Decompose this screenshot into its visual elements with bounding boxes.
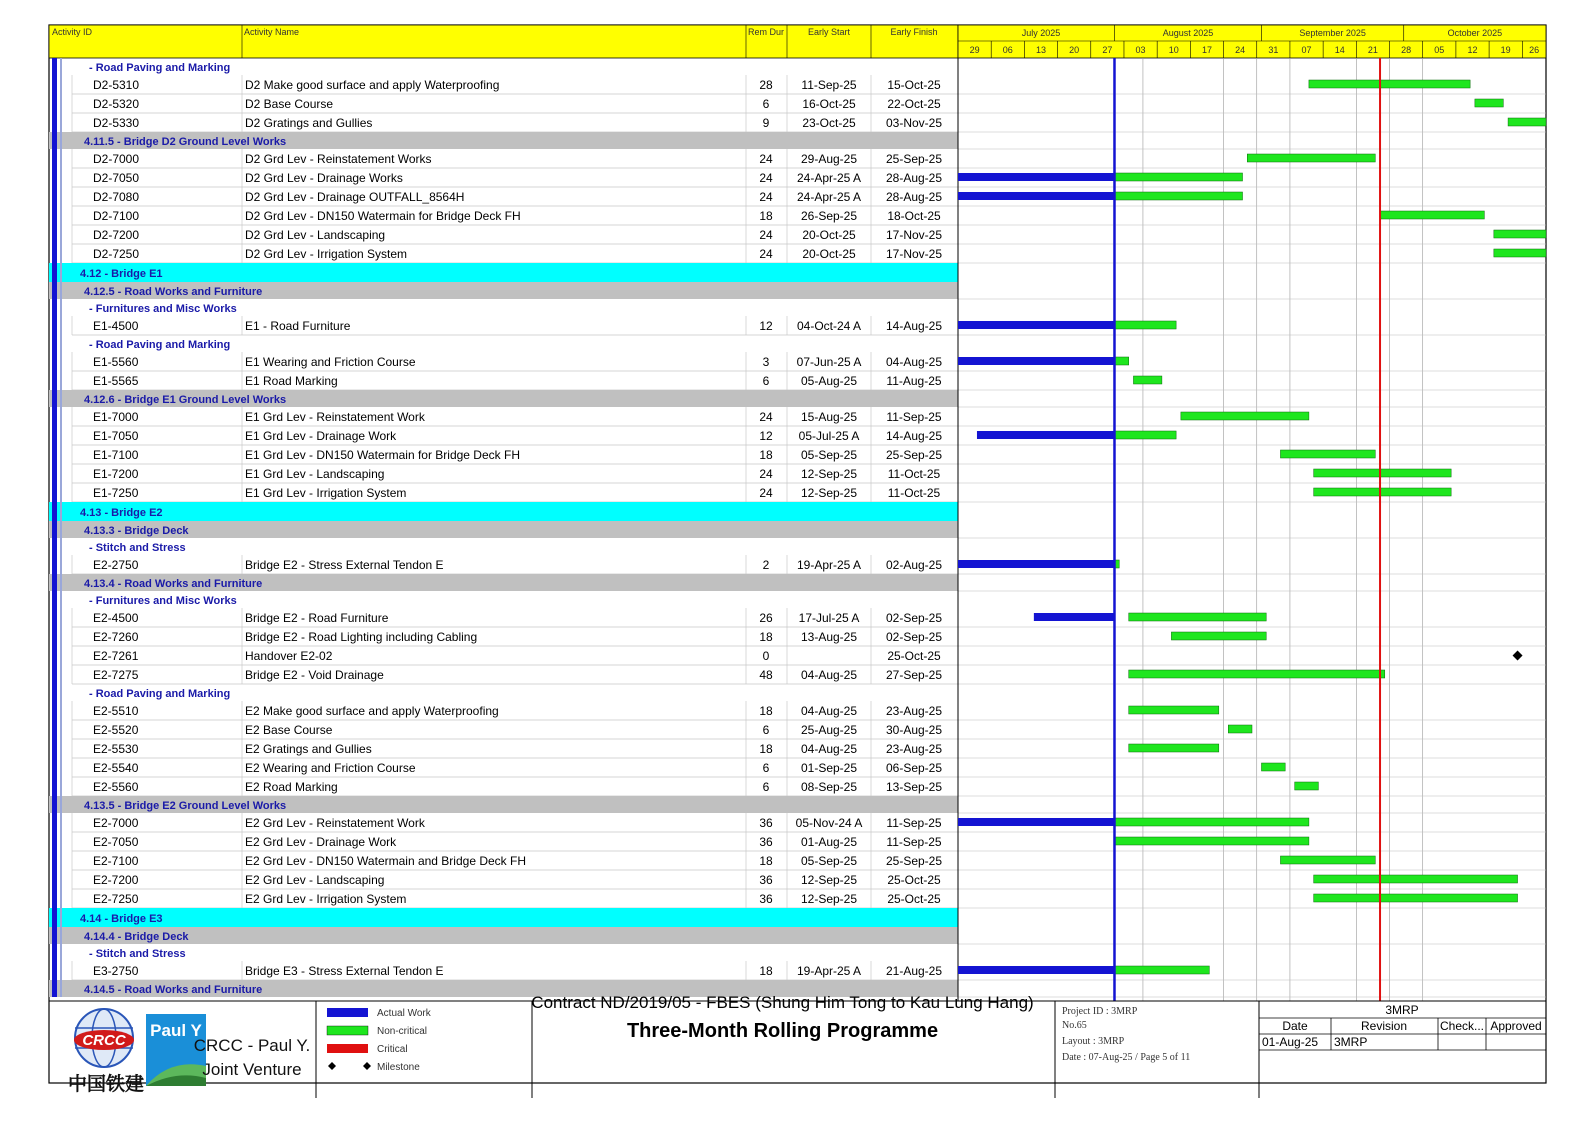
- early-finish: 21-Aug-25: [885, 964, 943, 978]
- remaining-duration: 24: [759, 152, 773, 166]
- week-label: 29: [969, 45, 980, 55]
- week-label: 06: [1002, 45, 1013, 55]
- legend-milestone-label: Milestone: [377, 1062, 420, 1073]
- activity-name: E1 - Road Furniture: [245, 319, 351, 333]
- early-start: 04-Aug-25: [800, 704, 858, 718]
- early-start: 05-Nov-24 A: [795, 816, 863, 830]
- week-label: 19: [1500, 45, 1511, 55]
- week-label: 12: [1467, 45, 1478, 55]
- early-finish: 30-Aug-25: [885, 723, 943, 737]
- rev-header-approved: Approved: [1490, 1019, 1542, 1033]
- activity-id: E2-7000: [93, 816, 139, 830]
- early-finish: 28-Aug-25: [885, 171, 943, 185]
- activity-id: E2-7275: [93, 668, 139, 682]
- early-finish: 03-Nov-25: [885, 116, 943, 130]
- remaining-duration: 0: [762, 649, 770, 663]
- gantt-bars: [958, 58, 1546, 1001]
- early-start: 05-Aug-25: [800, 374, 858, 388]
- early-finish: 25-Sep-25: [885, 854, 943, 868]
- wbs-label: 4.14 - Bridge E3: [80, 913, 163, 925]
- crcc-logo-chinese: 中国铁建: [67, 1074, 145, 1095]
- activity-id: E2-7260: [93, 630, 139, 644]
- early-finish: 28-Aug-25: [885, 190, 943, 204]
- legend-milestone-diamond-left: [328, 1062, 336, 1070]
- actual-work-bar: [958, 192, 1114, 200]
- early-finish: 17-Nov-25: [885, 228, 943, 242]
- noncritical-bar: [1129, 706, 1219, 714]
- activity-id: E1-7000: [93, 410, 139, 424]
- early-finish: 27-Sep-25: [885, 668, 943, 682]
- early-start: 20-Oct-25: [802, 228, 856, 242]
- remaining-duration: 6: [762, 374, 770, 388]
- remaining-duration: 24: [759, 247, 773, 261]
- header-activity-id: Activity ID: [52, 27, 93, 37]
- early-finish: 11-Sep-25: [886, 835, 942, 849]
- activity-name: E2 Grd Lev - Irrigation System: [245, 892, 407, 906]
- activity-name: Bridge E2 - Road Lighting including Cabling: [245, 630, 478, 644]
- activity-id: E1-7200: [93, 467, 139, 481]
- early-finish: 11-Sep-25: [886, 410, 942, 424]
- early-finish: 25-Sep-25: [885, 448, 943, 462]
- project-id: Project ID : 3MRP: [1062, 1006, 1138, 1017]
- wbs-label: 4.13 - Bridge E2: [80, 507, 163, 519]
- activity-name: D2 Make good surface and apply Waterproofing: [245, 78, 500, 92]
- activity-name: E2 Base Course: [245, 723, 333, 737]
- header-early-start: Early Start: [807, 27, 851, 37]
- activity-name: E2 Grd Lev - Landscaping: [245, 873, 385, 887]
- actual-work-bar: [958, 357, 1114, 365]
- remaining-duration: 2: [762, 558, 770, 572]
- wbs-label: 4.11.5 - Bridge D2 Ground Level Works: [84, 136, 287, 148]
- wbs-band-level1: [49, 502, 958, 521]
- remaining-duration: 24: [759, 467, 773, 481]
- early-start: 04-Aug-25: [800, 742, 858, 756]
- noncritical-bar: [1309, 80, 1470, 88]
- wbs-label: 4.12.6 - Bridge E1 Ground Level Works: [84, 394, 287, 406]
- remaining-duration: 48: [759, 668, 773, 682]
- early-finish: 04-Aug-25: [885, 355, 943, 369]
- remaining-duration: 6: [762, 780, 770, 794]
- activity-id: E2-7100: [93, 854, 139, 868]
- legend-noncritical-swatch: [327, 1026, 368, 1035]
- activity-name: E2 Grd Lev - DN150 Watermain and Bridge Deck FH: [245, 854, 526, 868]
- noncritical-bar: [1129, 744, 1219, 752]
- subgroup-label: - Road Paving and Marking: [89, 339, 231, 351]
- subgroup-label: - Road Paving and Marking: [89, 62, 231, 74]
- week-label: 28: [1401, 45, 1412, 55]
- activity-name: D2 Grd Lev - Drainage OUTFALL_8564H: [245, 190, 465, 204]
- week-label: 10: [1168, 45, 1179, 55]
- activity-id: D2-7200: [93, 228, 140, 242]
- early-start: 12-Sep-25: [800, 873, 858, 887]
- activity-id: E2-5540: [93, 761, 139, 775]
- remaining-duration: 36: [759, 892, 773, 906]
- actual-work-bar: [958, 560, 1114, 568]
- rev-header-date: Date: [1282, 1019, 1308, 1033]
- remaining-duration: 12: [759, 319, 773, 333]
- month-label: October 2025: [1447, 28, 1503, 38]
- early-finish: 25-Sep-25: [885, 152, 943, 166]
- activity-id: E2-7261: [93, 649, 139, 663]
- activity-name: E2 Grd Lev - Drainage Work: [245, 835, 397, 849]
- noncritical-bar: [1494, 249, 1546, 257]
- early-start: 15-Aug-25: [800, 410, 858, 424]
- activity-id: E2-7200: [93, 873, 139, 887]
- noncritical-bar: [1129, 670, 1385, 678]
- activity-name: D2 Grd Lev - DN150 Watermain for Bridge Deck FH: [245, 209, 521, 223]
- remaining-duration: 36: [759, 835, 773, 849]
- subgroup-label: - Road Paving and Marking: [89, 688, 231, 700]
- remaining-duration: 6: [762, 97, 770, 111]
- month-label: September 2025: [1299, 28, 1366, 38]
- activity-name: E2 Gratings and Gullies: [245, 742, 372, 756]
- early-start: 05-Jul-25 A: [798, 429, 860, 443]
- early-finish: 11-Oct-25: [887, 486, 941, 500]
- week-label: 21: [1367, 45, 1378, 55]
- rev-row-revision: 3MRP: [1334, 1035, 1368, 1049]
- early-start: 04-Oct-24 A: [796, 319, 862, 333]
- activity-id: D2-5310: [93, 78, 140, 92]
- actual-work-bar: [977, 431, 1115, 439]
- noncritical-bar: [1114, 192, 1242, 200]
- remaining-duration: 24: [759, 410, 773, 424]
- activity-id: E2-7050: [93, 835, 139, 849]
- activity-name: Bridge E2 - Road Furniture: [245, 611, 389, 625]
- activity-name: D2 Base Course: [245, 97, 334, 111]
- activity-id: E2-5530: [93, 742, 139, 756]
- noncritical-bar: [1314, 875, 1518, 883]
- early-start: 12-Sep-25: [800, 467, 858, 481]
- noncritical-bar: [1295, 782, 1319, 790]
- early-finish: 02-Sep-25: [885, 630, 943, 644]
- week-label: 27: [1102, 45, 1113, 55]
- early-start: 12-Sep-25: [800, 892, 858, 906]
- noncritical-bar: [1475, 99, 1503, 107]
- remaining-duration: 26: [759, 611, 773, 625]
- early-finish: 22-Oct-25: [887, 97, 941, 111]
- early-finish: 25-Oct-25: [887, 892, 941, 906]
- remaining-duration: 28: [759, 78, 773, 92]
- noncritical-bar: [1314, 894, 1518, 902]
- remaining-duration: 18: [759, 630, 773, 644]
- activity-id: D2-7050: [93, 171, 140, 185]
- wbs-label: 4.12.5 - Road Works and Furniture: [84, 286, 263, 298]
- remaining-duration: 24: [759, 190, 773, 204]
- week-label: 03: [1135, 45, 1146, 55]
- early-start: 23-Oct-25: [802, 116, 856, 130]
- early-finish: 23-Aug-25: [885, 704, 943, 718]
- layout-name: Layout : 3MRP: [1062, 1036, 1125, 1047]
- early-finish: 14-Aug-25: [885, 319, 943, 333]
- wbs-label: 4.14.5 - Road Works and Furniture: [84, 984, 263, 996]
- noncritical-bar: [1261, 763, 1285, 771]
- early-start: 05-Sep-25: [800, 448, 858, 462]
- rev-row-date: 01-Aug-25: [1262, 1035, 1319, 1049]
- remaining-duration: 36: [759, 873, 773, 887]
- remaining-duration: 18: [759, 704, 773, 718]
- month-label: August 2025: [1162, 28, 1214, 38]
- activity-id: E2-4500: [93, 611, 139, 625]
- noncritical-bar: [1129, 613, 1267, 621]
- early-start: 25-Aug-25: [800, 723, 858, 737]
- noncritical-bar: [1181, 412, 1309, 420]
- revision-title: 3MRP: [1385, 1003, 1419, 1017]
- remaining-duration: 18: [759, 854, 773, 868]
- noncritical-bar: [1314, 488, 1452, 496]
- remaining-duration: 24: [759, 486, 773, 500]
- early-start: 17-Jul-25 A: [798, 611, 860, 625]
- activity-id: E3-2750: [93, 964, 139, 978]
- early-start: 29-Aug-25: [800, 152, 858, 166]
- legend-actual-swatch: [327, 1008, 368, 1017]
- remaining-duration: 36: [759, 816, 773, 830]
- activity-name: E2 Grd Lev - Reinstatement Work: [245, 816, 425, 830]
- activity-id: E1-5560: [93, 355, 139, 369]
- noncritical-bar: [1314, 469, 1452, 477]
- header-early-finish: Early Finish: [890, 27, 938, 37]
- week-label: 31: [1268, 45, 1279, 55]
- activity-id: E1-7250: [93, 486, 139, 500]
- pauly-logo-text: Paul Y: [150, 1021, 202, 1040]
- remaining-duration: 6: [762, 723, 770, 737]
- early-start: 04-Aug-25: [800, 668, 858, 682]
- activity-name: E2 Make good surface and apply Waterproofing: [245, 704, 499, 718]
- noncritical-bar: [1114, 321, 1176, 329]
- activity-id: E2-7250: [93, 892, 139, 906]
- activity-name: E1 Grd Lev - Reinstatement Work: [245, 410, 425, 424]
- legend-actual-label: Actual Work: [377, 1008, 431, 1019]
- activity-id: E1-5565: [93, 374, 139, 388]
- activity-id: E2-5510: [93, 704, 139, 718]
- early-finish: 06-Sep-25: [885, 761, 943, 775]
- early-start: 01-Sep-25: [800, 761, 858, 775]
- remaining-duration: 9: [762, 116, 770, 130]
- crcc-logo-text: CRCC: [82, 1032, 126, 1049]
- noncritical-bar: [1114, 431, 1176, 439]
- crcc-logo: [68, 1009, 144, 1095]
- early-finish: 23-Aug-25: [885, 742, 943, 756]
- noncritical-bar: [1280, 450, 1375, 458]
- legend-critical-label: Critical: [377, 1044, 408, 1055]
- remaining-duration: 18: [759, 964, 773, 978]
- early-start: 20-Oct-25: [802, 247, 856, 261]
- early-start: 01-Aug-25: [800, 835, 858, 849]
- remaining-duration: 24: [759, 171, 773, 185]
- activity-id: D2-7100: [93, 209, 140, 223]
- week-label: 07: [1301, 45, 1312, 55]
- activity-name: Bridge E3 - Stress External Tendon E: [245, 964, 444, 978]
- company-name-2: Joint Venture: [202, 1060, 302, 1079]
- noncritical-bar: [1114, 357, 1128, 365]
- legend-critical-swatch: [327, 1044, 368, 1053]
- noncritical-bar: [1114, 173, 1242, 181]
- remaining-duration: 24: [759, 228, 773, 242]
- early-finish: 14-Aug-25: [885, 429, 943, 443]
- week-label: 26: [1529, 45, 1540, 55]
- programme-title: Three-Month Rolling Programme: [626, 1020, 939, 1042]
- week-label: 17: [1201, 45, 1212, 55]
- wbs-margin-strip-inner: [60, 58, 62, 997]
- activity-name: D2 Grd Lev - Reinstatement Works: [245, 152, 432, 166]
- activity-name: Bridge E2 - Void Drainage: [245, 668, 384, 682]
- activity-id: E2-5560: [93, 780, 139, 794]
- project-number: No.65: [1062, 1020, 1087, 1031]
- date-page: Date : 07-Aug-25 / Page 5 of 11: [1062, 1052, 1191, 1063]
- activity-id: D2-7250: [93, 247, 140, 261]
- wbs-band-level1: [49, 908, 958, 927]
- actual-work-bar: [958, 321, 1114, 329]
- early-finish: 25-Oct-25: [887, 873, 941, 887]
- early-start: 26-Sep-25: [800, 209, 858, 223]
- remaining-duration: 18: [759, 448, 773, 462]
- early-start: 08-Sep-25: [800, 780, 858, 794]
- rev-header-revision: Revision: [1360, 1019, 1408, 1033]
- early-start: 13-Aug-25: [800, 630, 858, 644]
- actual-work-bar: [1034, 613, 1115, 621]
- subgroup-label: - Stitch and Stress: [89, 948, 186, 960]
- early-finish: 25-Oct-25: [887, 649, 941, 663]
- early-start: 11-Sep-25: [801, 78, 857, 92]
- activity-name: D2 Grd Lev - Drainage Works: [245, 171, 403, 185]
- legend-noncritical-label: Non-critical: [377, 1026, 428, 1037]
- noncritical-bar: [1228, 725, 1252, 733]
- actual-work-bar: [958, 173, 1114, 181]
- activity-name: E1 Grd Lev - Drainage Work: [245, 429, 397, 443]
- week-label: 14: [1334, 45, 1345, 55]
- early-finish: 15-Oct-25: [887, 78, 941, 92]
- early-start: 05-Sep-25: [800, 854, 858, 868]
- week-label: 13: [1035, 45, 1046, 55]
- wbs-label: 4.12 - Bridge E1: [80, 268, 163, 280]
- early-finish: 02-Aug-25: [885, 558, 943, 572]
- noncritical-bar: [1114, 818, 1308, 826]
- activity-id: E1-7100: [93, 448, 139, 462]
- activity-id: D2-5320: [93, 97, 140, 111]
- activity-id: D2-7000: [93, 152, 140, 166]
- activity-rows: [49, 58, 958, 997]
- noncritical-bar: [1114, 966, 1209, 974]
- subgroup-label: - Stitch and Stress: [89, 542, 186, 554]
- activity-name: D2 Grd Lev - Landscaping: [245, 228, 386, 242]
- early-finish: 02-Sep-25: [885, 611, 943, 625]
- actual-work-bar: [958, 966, 1114, 974]
- activity-name: E1 Wearing and Friction Course: [245, 355, 416, 369]
- activity-name: D2 Gratings and Gullies: [245, 116, 373, 130]
- activity-name: E1 Grd Lev - Landscaping: [245, 467, 385, 481]
- noncritical-bar: [1508, 118, 1546, 126]
- early-start: 12-Sep-25: [800, 486, 858, 500]
- early-finish: 11-Oct-25: [887, 467, 941, 481]
- early-finish: 18-Oct-25: [887, 209, 941, 223]
- subgroup-label: - Furnitures and Misc Works: [89, 595, 237, 607]
- noncritical-bar: [1247, 154, 1375, 162]
- header-rem-dur: Rem Dur: [747, 27, 785, 37]
- activity-name: E1 Grd Lev - Irrigation System: [245, 486, 407, 500]
- activity-id: E2-2750: [93, 558, 139, 572]
- early-finish: 11-Sep-25: [886, 816, 942, 830]
- header-activity-name: Activity Name: [244, 27, 300, 37]
- remaining-duration: 18: [759, 742, 773, 756]
- rev-header-check: Check...: [1439, 1019, 1485, 1033]
- activity-name: D2 Grd Lev - Irrigation System: [245, 247, 408, 261]
- early-finish: 13-Sep-25: [885, 780, 943, 794]
- activity-name: Handover E2-02: [245, 649, 333, 663]
- wbs-band-level1: [49, 263, 958, 282]
- wbs-label: 4.14.4 - Bridge Deck: [84, 931, 189, 943]
- activity-name: E2 Wearing and Friction Course: [245, 761, 416, 775]
- activity-name: Bridge E2 - Stress External Tendon E: [245, 558, 444, 572]
- contract-title: Contract ND/2019/05 - FBES (Shung Him Tong to Kau Lung Hang): [531, 993, 1034, 1012]
- remaining-duration: 6: [762, 761, 770, 775]
- company-name: CRCC - Paul Y.: [193, 1036, 311, 1055]
- week-label: 24: [1235, 45, 1246, 55]
- activity-name: E1 Grd Lev - DN150 Watermain for Bridge Deck FH: [245, 448, 520, 462]
- wbs-label: 4.13.3 - Bridge Deck: [84, 525, 189, 537]
- activity-id: D2-5330: [93, 116, 140, 130]
- noncritical-bar: [1114, 837, 1308, 845]
- early-finish: 17-Nov-25: [885, 247, 943, 261]
- month-label: July 2025: [1021, 28, 1061, 38]
- remaining-duration: 12: [759, 429, 773, 443]
- remaining-duration: 3: [762, 355, 770, 369]
- milestone-marker: [1513, 651, 1523, 661]
- actual-work-bar: [958, 818, 1114, 826]
- early-start: 19-Apr-25 A: [796, 558, 862, 572]
- early-start: 16-Oct-25: [802, 97, 856, 111]
- activity-name: E1 Road Marking: [245, 374, 338, 388]
- subgroup-label: - Furnitures and Misc Works: [89, 303, 237, 315]
- activity-id: E1-4500: [93, 319, 139, 333]
- noncritical-bar: [1171, 632, 1266, 640]
- activity-id: E1-7050: [93, 429, 139, 443]
- activity-name: E2 Road Marking: [245, 780, 338, 794]
- noncritical-bar: [1380, 211, 1484, 219]
- week-label: 05: [1434, 45, 1445, 55]
- wbs-label: 4.13.4 - Road Works and Furniture: [84, 578, 263, 590]
- early-start: 07-Jun-25 A: [796, 355, 862, 369]
- noncritical-bar: [1494, 230, 1546, 238]
- early-start: 19-Apr-25 A: [796, 964, 862, 978]
- week-label: 20: [1069, 45, 1080, 55]
- early-start: 24-Apr-25 A: [796, 190, 862, 204]
- early-start: 24-Apr-25 A: [796, 171, 862, 185]
- noncritical-bar: [1133, 376, 1161, 384]
- wbs-label: 4.13.5 - Bridge E2 Ground Level Works: [84, 800, 287, 812]
- activity-id: D2-7080: [93, 190, 140, 204]
- activity-id: E2-5520: [93, 723, 139, 737]
- wbs-margin-strip: [52, 58, 57, 997]
- early-finish: 11-Aug-25: [886, 374, 942, 388]
- legend-milestone-diamond-right: [363, 1062, 371, 1070]
- noncritical-bar: [1280, 856, 1375, 864]
- remaining-duration: 18: [759, 209, 773, 223]
